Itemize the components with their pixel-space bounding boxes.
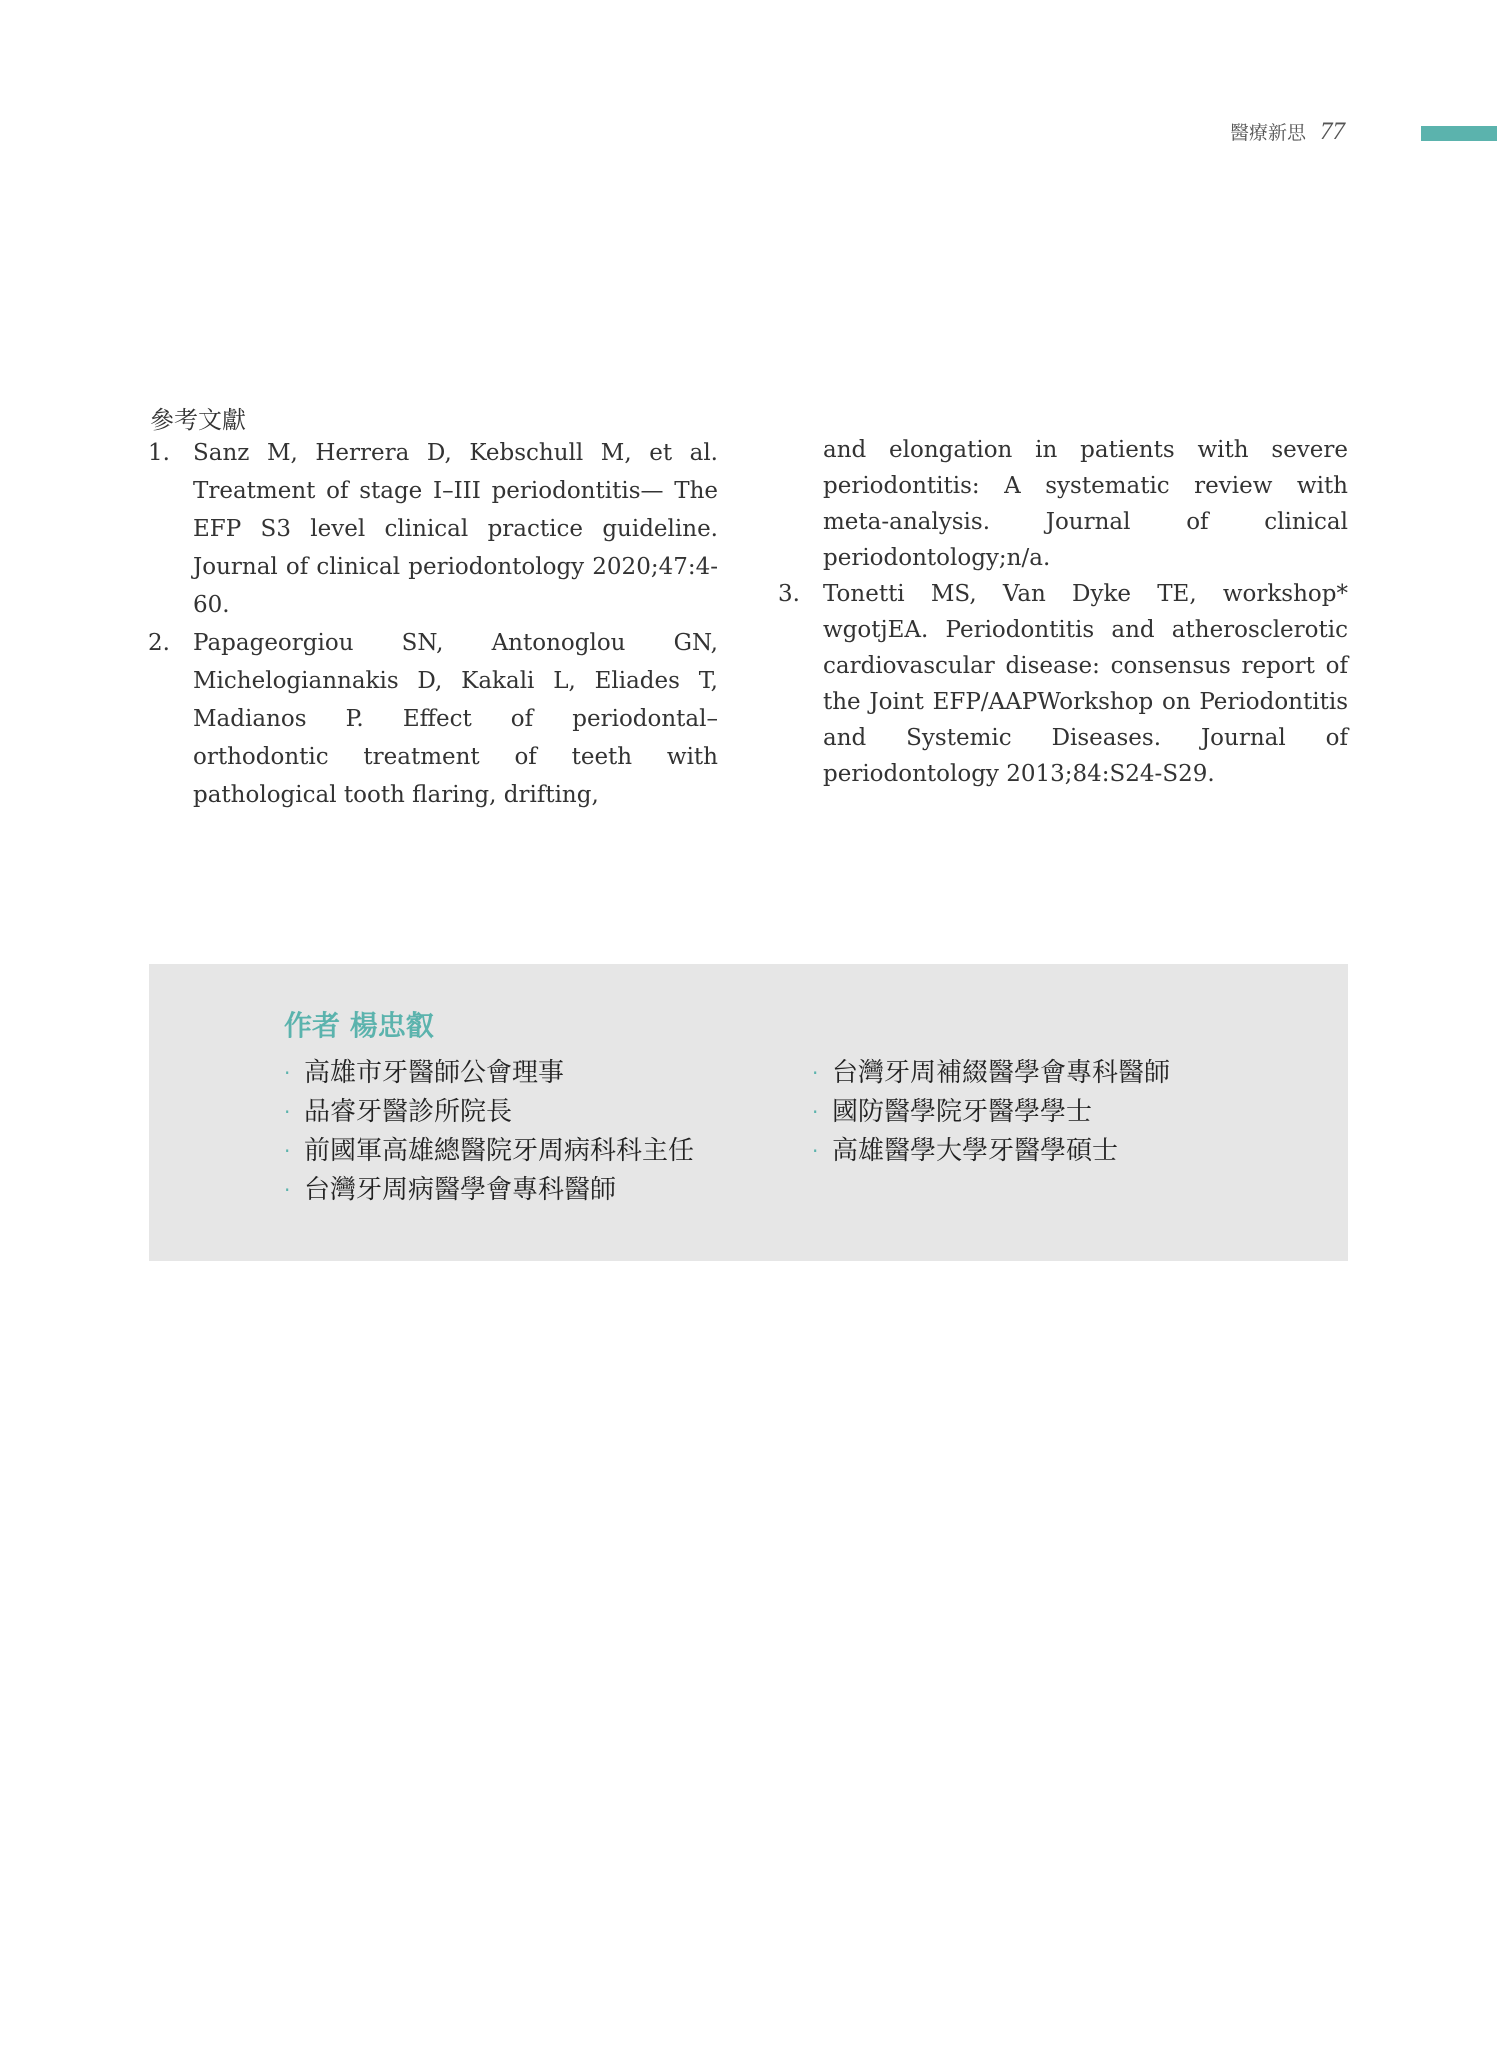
reference-item: [148, 434, 718, 624]
credential-text: 高雄醫學大學牙醫學碩士: [832, 1136, 1119, 1166]
reference-number: 3.: [778, 581, 800, 607]
author-box: [149, 964, 1348, 1261]
credential-text: 國防醫學院牙醫學學士: [832, 1097, 1093, 1127]
credential-item: [812, 1093, 1170, 1132]
reference-number: 2.: [148, 630, 170, 656]
credential-item: [812, 1054, 1170, 1093]
reference-number: 1.: [148, 440, 170, 466]
credential-item: [284, 1171, 694, 1210]
credential-text: 高雄市牙醫師公會理事: [304, 1058, 565, 1088]
credential-item: [284, 1093, 694, 1132]
page-header: [1230, 118, 1345, 146]
credential-text: 前國軍高雄總醫院牙周病科科主任: [304, 1136, 695, 1166]
credentials-left: [284, 1054, 694, 1210]
reference-item: [778, 576, 1348, 792]
author-title: 作者 楊忠叡: [284, 1009, 434, 1042]
reference-text: Papageorgiou SN, Antonoglou GN, Michelogiannakis D, Kakali L, Eliades T, Madianos P. Effect of periodontal–orthodontic treatment of teeth with pathological tooth flaring, drifting,: [193, 630, 718, 808]
references-column-left: [148, 434, 718, 814]
bullet-icon: ·: [284, 1061, 291, 1085]
bullet-icon: ·: [284, 1178, 291, 1202]
publication-title: 醫療新思: [1229, 122, 1306, 144]
reference-text: Sanz M, Herrera D, Kebschull M, et al. Treatment of stage I–III periodontitis— The EFP S3 level clinical practice guideline. Journal of clinical periodontology 2020;47:4-60.: [193, 440, 718, 618]
reference-item: [148, 624, 718, 814]
references-column-right: [778, 432, 1348, 792]
credential-item: [812, 1132, 1170, 1171]
bullet-icon: ·: [284, 1100, 291, 1124]
reference-continuation: and elongation in patients with severe periodontitis: A systematic review with meta-analysis. Journal of clinical periodontology;n/a.: [823, 437, 1348, 571]
section-tab-marker: [1421, 126, 1497, 141]
credential-text: 台灣牙周病醫學會專科醫師: [304, 1175, 617, 1205]
credential-text: 品睿牙醫診所院長: [304, 1097, 513, 1127]
reference-text: Tonetti MS, Van Dyke TE, workshop* wgotjEA. Periodontitis and atherosclerotic cardiovascular disease: consensus report of the Joint EFP/AAPWorkshop on Periodontitis and Systemic Diseases. Journal of periodontology 2013;84:S24-S29.: [823, 581, 1348, 787]
bullet-icon: ·: [284, 1139, 291, 1163]
bullet-icon: ·: [812, 1139, 819, 1163]
credential-item: [284, 1132, 694, 1171]
credential-item: [284, 1054, 694, 1093]
references-heading: 參考文獻: [150, 406, 246, 434]
bullet-icon: ·: [812, 1100, 819, 1124]
credential-text: 台灣牙周補綴醫學會專科醫師: [832, 1058, 1171, 1088]
bullet-icon: ·: [812, 1061, 819, 1085]
credentials-right: [812, 1054, 1170, 1171]
page-number: 77: [1320, 118, 1345, 145]
